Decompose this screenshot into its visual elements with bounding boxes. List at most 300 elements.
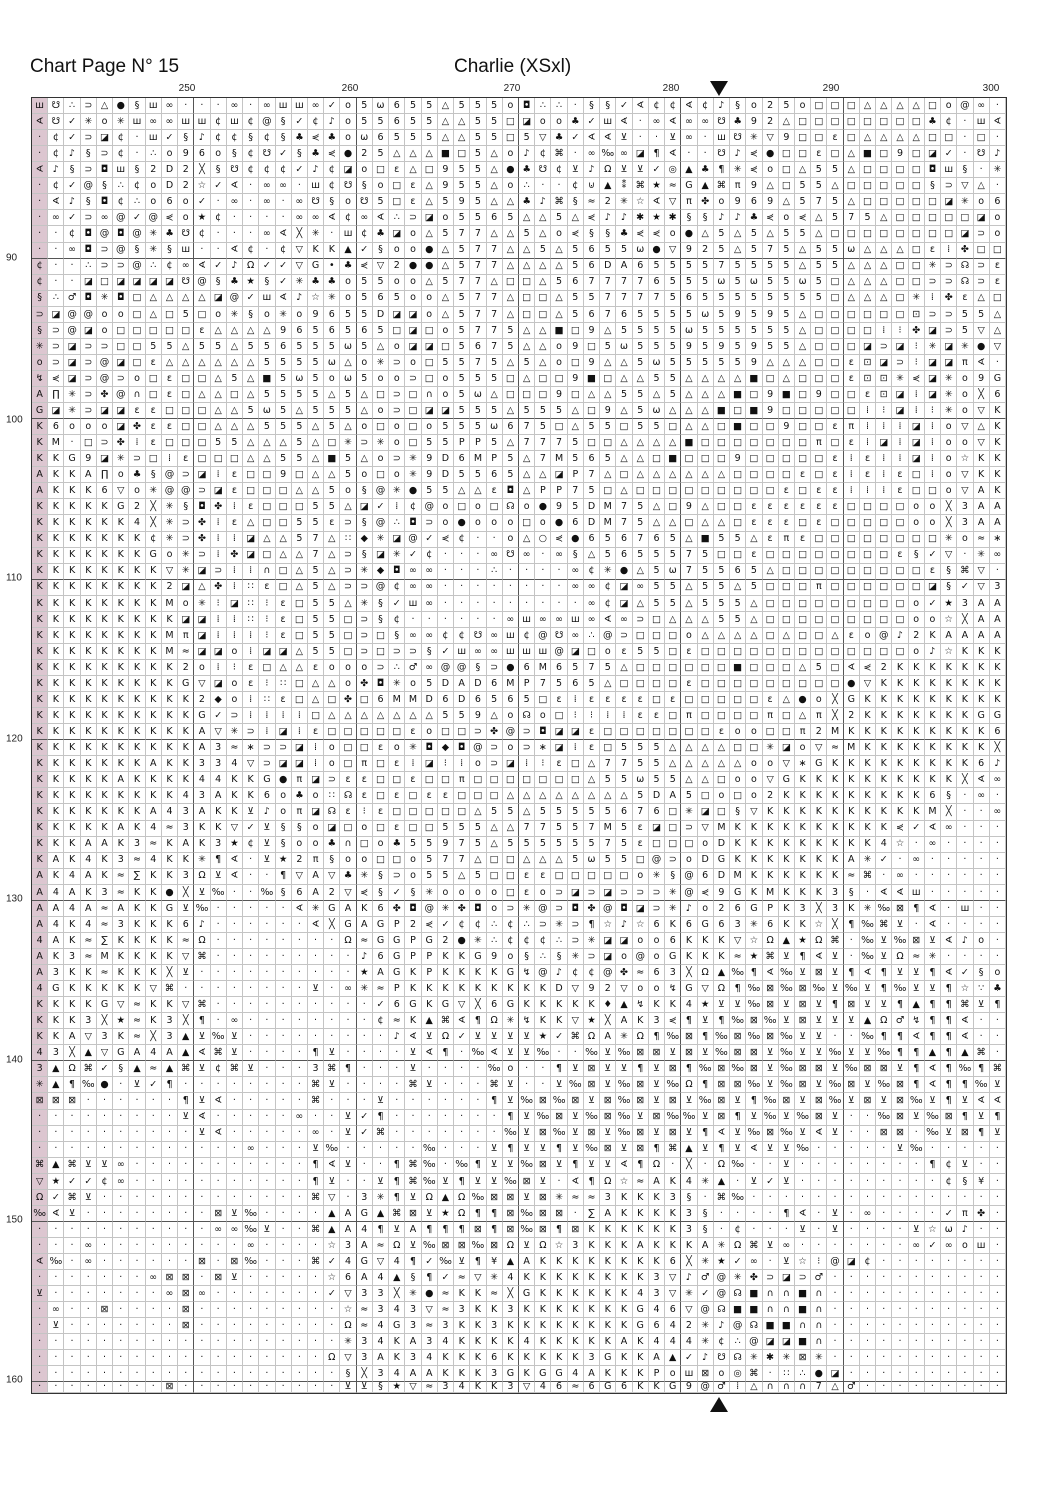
chart-cell: ♣	[162, 226, 178, 242]
chart-cell: ·	[81, 1302, 97, 1318]
chart-cell: ✓	[276, 146, 292, 162]
chart-cell: K	[113, 804, 129, 820]
chart-cell: K	[860, 788, 876, 804]
chart-cell: 4	[568, 1366, 584, 1382]
chart-cell: ε	[633, 837, 649, 853]
chart-cell: ∢	[454, 1013, 470, 1029]
chart-cell: ⊃	[357, 435, 373, 451]
chart-cell: ≈	[162, 821, 178, 837]
chart-cell: ·	[844, 1158, 860, 1174]
chart-cell: ‰	[259, 885, 275, 901]
chart-cell: ⊻	[568, 1061, 584, 1077]
chart-cell: □	[616, 467, 632, 483]
chart-cell: ▽	[665, 1270, 681, 1286]
chart-cell: π	[795, 724, 811, 740]
chart-cell: □	[698, 644, 714, 660]
chart-cell: △	[763, 226, 779, 242]
chart-cell: ⁞	[860, 403, 876, 419]
chart-cell: K	[892, 660, 908, 676]
chart-cell: 5	[763, 275, 779, 291]
chart-cell: ε	[763, 692, 779, 708]
chart-cell: ¶	[422, 1222, 438, 1238]
chart-cell: ·	[308, 949, 324, 965]
chart-cell: △	[487, 821, 503, 837]
chart-cell: ●	[422, 243, 438, 259]
chart-cell: □	[795, 419, 811, 435]
chart-cell: ●	[811, 1366, 827, 1382]
chart-cell: K	[795, 917, 811, 933]
chart-cell: ⌘	[957, 997, 973, 1013]
chart-cell: K	[892, 724, 908, 740]
chart-cell: ·	[844, 1238, 860, 1254]
chart-cell: @	[681, 869, 697, 885]
chart-cell: □	[146, 451, 162, 467]
chart-cell: ‰	[454, 1158, 470, 1174]
chart-cell: K	[146, 885, 162, 901]
chart-cell: A	[32, 467, 48, 483]
chart-cell: □	[779, 596, 795, 612]
chart-cell: 9	[276, 467, 292, 483]
chart-cell: o	[909, 612, 925, 628]
chart-cell: ·	[32, 1350, 48, 1366]
chart-cell: ∞	[146, 114, 162, 130]
chart-cell: π	[681, 708, 697, 724]
chart-cell: ⁝	[438, 756, 454, 772]
chart-cell: ⊃	[584, 885, 600, 901]
chart-cell: ◪	[292, 740, 308, 756]
chart-cell: 6	[681, 291, 697, 307]
chart-cell: 5	[616, 821, 632, 837]
chart-cell: 3	[405, 1302, 421, 1318]
chart-cell: ·	[146, 1366, 162, 1382]
chart-cell: ·	[162, 1126, 178, 1142]
chart-cell: ·	[113, 1366, 129, 1382]
chart-cell: □	[519, 275, 535, 291]
chart-cell: ⊃	[389, 451, 405, 467]
column-label: 300	[982, 83, 1000, 94]
chart-cell: ≈	[633, 965, 649, 981]
chart-cell: ⊻	[600, 1077, 616, 1093]
chart-cell: ·	[357, 1061, 373, 1077]
chart-cell: △	[519, 451, 535, 467]
chart-cell: ·	[211, 1013, 227, 1029]
chart-cell: ·	[990, 1318, 1006, 1334]
chart-cell: 4	[146, 853, 162, 869]
chart-cell: 5	[519, 692, 535, 708]
chart-cell: ¶	[211, 853, 227, 869]
chart-cell: A	[405, 1222, 421, 1238]
chart-cell: o	[925, 612, 941, 628]
chart-cell: ◪	[616, 596, 632, 612]
chart-cell: o	[422, 419, 438, 435]
chart-cell: ≈	[357, 1302, 373, 1318]
chart-cell: ✓	[97, 1061, 113, 1077]
chart-cell: ·	[535, 548, 551, 564]
chart-cell: ·	[48, 1334, 64, 1350]
chart-cell: 5	[649, 548, 665, 564]
chart-cell: 6	[276, 339, 292, 355]
chart-cell: 9	[568, 339, 584, 355]
chart-cell: ∴	[487, 917, 503, 933]
chart-cell: ✓	[211, 708, 227, 724]
chart-cell: △	[633, 596, 649, 612]
chart-cell: ⊃	[81, 403, 97, 419]
chart-cell: A	[146, 756, 162, 772]
chart-cell: ω	[746, 275, 762, 291]
chart-cell: K	[97, 644, 113, 660]
chart-cell: ⁞	[860, 435, 876, 451]
chart-cell: o	[438, 323, 454, 339]
chart-cell: o	[324, 756, 340, 772]
chart-cell: △	[243, 451, 259, 467]
chart-cell: o	[292, 837, 308, 853]
chart-cell: 6	[649, 275, 665, 291]
chart-cell: K	[876, 740, 892, 756]
chart-cell: ·	[892, 1206, 908, 1222]
chart-cell: ⊃	[925, 275, 941, 291]
chart-cell: 2	[763, 114, 779, 130]
chart-cell: ▲	[324, 1222, 340, 1238]
chart-cell: ∢	[292, 901, 308, 917]
chart-cell: o	[470, 499, 486, 515]
chart-cell: ¢	[422, 548, 438, 564]
chart-cell: ⊻	[827, 1206, 843, 1222]
chart-cell: 5	[551, 403, 567, 419]
chart-cell: ∞	[227, 1013, 243, 1029]
chart-cell: ∴	[519, 917, 535, 933]
chart-cell: □	[584, 435, 600, 451]
chart-cell: □	[340, 644, 356, 660]
chart-cell: ·	[211, 1318, 227, 1334]
chart-cell: △	[259, 532, 275, 548]
chart-cell: K	[97, 804, 113, 820]
chart-cell: ★	[243, 275, 259, 291]
chart-cell: K	[64, 772, 80, 788]
chart-cell: 2	[438, 933, 454, 949]
chart-cell: △	[827, 628, 843, 644]
chart-cell: ▽	[32, 1174, 48, 1190]
chart-cell: ⊠	[892, 901, 908, 917]
chart-cell: ╳	[470, 997, 486, 1013]
chart-cell: ·	[876, 869, 892, 885]
chart-cell: □	[827, 644, 843, 660]
chart-cell: △	[584, 788, 600, 804]
chart-cell: §	[81, 194, 97, 210]
chart-cell: △	[389, 146, 405, 162]
chart-cell: ≈	[827, 740, 843, 756]
chart-cell: ⊠	[551, 1206, 567, 1222]
chart-cell: K	[48, 772, 64, 788]
chart-cell: o	[649, 933, 665, 949]
chart-cell: 4	[48, 885, 64, 901]
chart-cell: ∞	[746, 1254, 762, 1270]
chart-cell: ⁞	[844, 483, 860, 499]
chart-cell: ♪	[308, 162, 324, 178]
chart-cell: K	[64, 756, 80, 772]
chart-cell: ·	[308, 1302, 324, 1318]
chart-cell: 2	[763, 788, 779, 804]
chart-cell: □	[681, 837, 697, 853]
chart-cell: △	[584, 772, 600, 788]
chart-cell: ·	[243, 869, 259, 885]
chart-cell: ≈	[909, 949, 925, 965]
chart-cell: K	[454, 949, 470, 965]
chart-cell: G	[714, 853, 730, 869]
chart-cell: ¶	[681, 1013, 697, 1029]
chart-cell: ·	[340, 1077, 356, 1093]
chart-cell: ‰	[730, 1061, 746, 1077]
chart-cell: K	[795, 869, 811, 885]
chart-cell: M	[405, 692, 421, 708]
chart-cell: ∴	[584, 628, 600, 644]
chart-cell: K	[438, 1366, 454, 1382]
chart-cell: ⊻	[535, 1174, 551, 1190]
chart-cell: ⊠	[454, 1238, 470, 1254]
chart-cell: ◆	[357, 532, 373, 548]
chart-cell: ·	[113, 1126, 129, 1142]
chart-cell: 5	[633, 419, 649, 435]
chart-cell: ·	[941, 1366, 957, 1382]
chart-cell: ⊠	[503, 1222, 519, 1238]
chart-cell: □	[860, 596, 876, 612]
chart-cell: ⁞	[211, 612, 227, 628]
chart-cell: K	[97, 515, 113, 531]
chart-cell: ╳	[178, 1013, 194, 1029]
chart-cell: ¶	[746, 965, 762, 981]
chart-cell: K	[146, 788, 162, 804]
chart-cell: K	[616, 1254, 632, 1270]
chart-cell: G	[600, 1382, 616, 1393]
chart-cell: ε	[844, 371, 860, 387]
chart-cell: K	[113, 724, 129, 740]
chart-cell: o	[340, 676, 356, 692]
chart-cell: ▽	[957, 483, 973, 499]
chart-cell: □	[357, 740, 373, 756]
chart-cell: ✳	[357, 596, 373, 612]
chart-cell: o	[259, 307, 275, 323]
chart-cell: ⊃	[795, 1270, 811, 1286]
chart-cell: △	[292, 548, 308, 564]
chart-cell: K	[64, 804, 80, 820]
chart-cell: ·	[276, 1318, 292, 1334]
chart-cell: ≈	[487, 1286, 503, 1302]
chart-cell: □	[665, 628, 681, 644]
chart-cell: Ω	[389, 1238, 405, 1254]
chart-cell: ⊻	[519, 1142, 535, 1158]
chart-cell: ·	[892, 1254, 908, 1270]
chart-cell: K	[64, 692, 80, 708]
chart-cell: ¢	[324, 162, 340, 178]
chart-cell: 5	[422, 869, 438, 885]
chart-cell: □	[844, 548, 860, 564]
chart-cell: ✳	[892, 371, 908, 387]
chart-cell: @	[129, 226, 145, 242]
chart-cell: 5	[454, 708, 470, 724]
chart-cell: □	[178, 387, 194, 403]
chart-cell: 6	[162, 194, 178, 210]
chart-cell: 5	[454, 259, 470, 275]
chart-cell: ε	[243, 660, 259, 676]
chart-cell: 6	[649, 1318, 665, 1334]
chart-cell: ⁝	[876, 403, 892, 419]
chart-cell: ▲	[681, 1142, 697, 1158]
chart-cell: 5	[243, 339, 259, 355]
chart-cell: ω	[681, 323, 697, 339]
chart-cell: G	[48, 981, 64, 997]
chart-cell: ✳	[308, 226, 324, 242]
chart-cell: 6	[470, 339, 486, 355]
chart-cell: @	[746, 1334, 762, 1350]
chart-cell: ♪	[600, 210, 616, 226]
chart-cell: ·	[373, 1077, 389, 1093]
chart-cell: ⊠	[892, 1126, 908, 1142]
chart-cell: ◪	[925, 146, 941, 162]
chart-cell: ≈	[178, 933, 194, 949]
chart-cell: K	[876, 772, 892, 788]
chart-cell: G	[665, 949, 681, 965]
chart-cell: 2	[389, 259, 405, 275]
chart-cell: K	[909, 676, 925, 692]
chart-cell: ⊠	[714, 1061, 730, 1077]
chart-cell: ω	[941, 1222, 957, 1238]
chart-cell: 5	[357, 339, 373, 355]
chart-cell: ·	[990, 1206, 1006, 1222]
chart-cell: K	[811, 885, 827, 901]
chart-cell: ¶	[503, 1142, 519, 1158]
chart-cell: ╳	[178, 885, 194, 901]
chart-cell: ·	[276, 1366, 292, 1382]
chart-cell: 5	[454, 467, 470, 483]
chart-cell: 5	[503, 451, 519, 467]
chart-cell: ·	[113, 1190, 129, 1206]
chart-cell: ∢	[48, 194, 64, 210]
chart-cell: K	[97, 821, 113, 837]
chart-cell: K	[535, 1302, 551, 1318]
chart-cell: 2	[909, 628, 925, 644]
chart-cell: □	[779, 708, 795, 724]
chart-cell: ♣	[292, 130, 308, 146]
chart-cell: ·	[48, 1238, 64, 1254]
chart-cell: □	[698, 451, 714, 467]
chart-cell: ‰	[422, 1238, 438, 1254]
chart-cell: ✓	[389, 596, 405, 612]
chart-cell: □	[162, 323, 178, 339]
chart-cell: ◪	[422, 210, 438, 226]
chart-cell: ⊻	[698, 1013, 714, 1029]
chart-cell: □	[860, 194, 876, 210]
chart-cell: ¢	[405, 499, 421, 515]
chart-cell: □	[779, 564, 795, 580]
chart-cell: ⊃	[584, 949, 600, 965]
chart-cell: ·	[292, 1174, 308, 1190]
chart-cell: ⊠	[535, 1190, 551, 1206]
chart-cell: ∢	[600, 612, 616, 628]
chart-cell: △	[714, 371, 730, 387]
chart-cell: 7	[681, 548, 697, 564]
chart-cell: ·	[941, 1350, 957, 1366]
chart-cell: ‰	[892, 981, 908, 997]
chart-cell: □	[194, 403, 210, 419]
chart-cell: ‰	[616, 1110, 632, 1126]
chart-cell: ·	[990, 1286, 1006, 1302]
chart-cell: ⌘	[64, 1190, 80, 1206]
chart-cell: K	[48, 708, 64, 724]
chart-cell: ·	[357, 1158, 373, 1174]
chart-cell: 5	[454, 243, 470, 259]
chart-cell: K	[129, 612, 145, 628]
chart-cell: 4	[340, 1254, 356, 1270]
chart-cell: 9	[584, 981, 600, 997]
chart-cell: o	[503, 949, 519, 965]
chart-cell: ¢	[584, 965, 600, 981]
chart-cell: o	[357, 660, 373, 676]
chart-cell: K	[892, 692, 908, 708]
chart-cell: ·	[340, 997, 356, 1013]
chart-cell: ·	[194, 981, 210, 997]
chart-cell: △	[292, 483, 308, 499]
chart-cell: o	[178, 596, 194, 612]
chart-cell: ·	[194, 1222, 210, 1238]
chart-cell: K	[941, 708, 957, 724]
chart-cell: ·	[162, 1093, 178, 1109]
chart-cell: ·	[292, 1013, 308, 1029]
chart-cell: ▽	[974, 580, 990, 596]
chart-cell: §	[146, 467, 162, 483]
chart-cell: 2	[714, 901, 730, 917]
chart-cell: ◪	[48, 307, 64, 323]
chart-cell: ·	[357, 997, 373, 1013]
chart-cell: 5	[373, 323, 389, 339]
chart-cell: ω	[616, 339, 632, 355]
chart-cell: K	[146, 740, 162, 756]
chart-cell: o	[324, 660, 340, 676]
chart-cell: ¶	[925, 965, 941, 981]
chart-cell: ·	[892, 853, 908, 869]
chart-cell: G	[990, 371, 1006, 387]
chart-cell: □	[746, 387, 762, 403]
chart-cell: 3	[373, 1286, 389, 1302]
chart-cell: ●	[616, 564, 632, 580]
chart-cell: Ω	[763, 933, 779, 949]
chart-cell: ⊻	[616, 130, 632, 146]
chart-cell: 9	[730, 307, 746, 323]
chart-cell: o	[389, 419, 405, 435]
chart-cell: 7	[487, 323, 503, 339]
chart-cell: 5	[227, 371, 243, 387]
chart-cell: ·	[292, 178, 308, 194]
chart-cell: ✱	[633, 210, 649, 226]
chart-cell: ·	[64, 1238, 80, 1254]
chart-cell: □	[811, 355, 827, 371]
chart-cell: K	[487, 1382, 503, 1393]
chart-cell: ·	[714, 1222, 730, 1238]
chart-cell: ✤	[974, 1206, 990, 1222]
chart-cell: ¶	[892, 1029, 908, 1045]
chart-cell: o	[276, 788, 292, 804]
chart-cell: □	[844, 532, 860, 548]
chart-cell: □	[373, 724, 389, 740]
chart-cell: 5	[308, 339, 324, 355]
chart-cell: 5	[503, 467, 519, 483]
chart-cell: ¶	[373, 1222, 389, 1238]
chart-cell: 5	[714, 596, 730, 612]
chart-cell: □	[892, 194, 908, 210]
chart-cell: A	[649, 1350, 665, 1366]
chart-cell: ·	[876, 1270, 892, 1286]
chart-cell: ∞	[584, 596, 600, 612]
chart-cell: ∴	[146, 259, 162, 275]
chart-cell: 6	[389, 98, 405, 114]
